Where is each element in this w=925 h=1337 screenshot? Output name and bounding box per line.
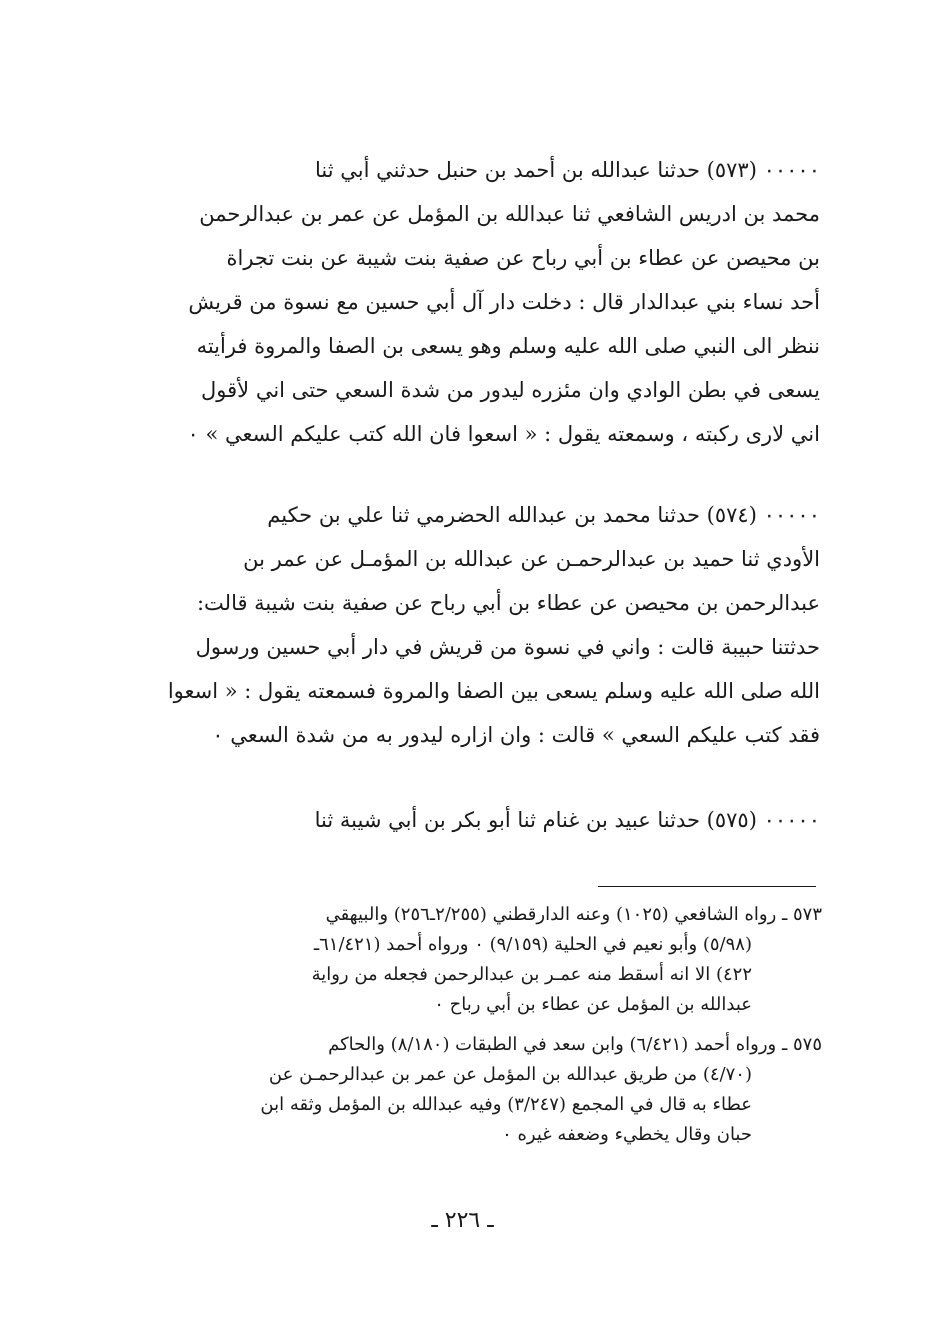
- footnote-line: ٤٢٢) الا انه أسقط منه عمـر بن عبدالرحمن فجعله من رواية: [311, 964, 752, 985]
- footnote-line: (٥/٩٨) وأبو نعيم في الحلية (٩/١٥٩) ٠ ورواه أحمد (٦١/٤٢١ـ: [313, 934, 752, 955]
- hadith-573-paragraph: [110, 148, 820, 456]
- text-line: يسعى في بطن الوادي وان مئزره ليدور من شدة السعي حتى اني لأقول: [201, 378, 820, 402]
- text-line: حدثتنا حبيبة قالت : واني في نسوة من قريش في دار أبي حسين ورسول: [195, 635, 820, 659]
- footnote-line: ٥٧٣ ـ رواه الشافعي (١٠٢٥) وعنه الدارقطني (٢/٢٥٥ـ٢٥٦) والبيهقي: [325, 904, 822, 925]
- text-line: أحد نساء بني عبدالدار قال : دخلت دار آل أبي حسين مع نسوة من قريش: [188, 290, 820, 314]
- text-line: ننظر الى النبي صلى الله عليه وسلم وهو يسعى بن الصفا والمروة فرأيته: [196, 334, 820, 358]
- hadith-574-paragraph: [110, 493, 820, 757]
- text-line: فقد كتب عليكم السعي » قالت : وان ازاره ليدور به من شدة السعي ٠: [212, 723, 820, 747]
- page-number: ـ ٢٢٦ ـ: [431, 1208, 494, 1233]
- hadith-575-paragraph: [110, 798, 820, 842]
- text-line: محمد بن ادريس الشافعي ثنا عبدالله بن المؤمل عن عمر بن عبدالرحمن: [199, 202, 820, 226]
- footnote-575: [110, 1030, 822, 1150]
- text-line: اني لارى ركبته ، وسمعته يقول : « اسعوا فان الله كتب عليكم السعي » ٠: [187, 422, 820, 446]
- text-line: ٠٠٠٠٠ (٥٧٥) حدثنا عبيد بن غنام ثنا أبو بكر بن أبي شيبة ثنا: [314, 808, 820, 832]
- footnote-divider: [598, 886, 816, 887]
- text-line: الأودي ثنا حميد بن عبدالرحمـن عن عبدالله بن المؤمـل عن عمر بن: [243, 547, 820, 571]
- text-line: بن محيصن عن عطاء بن أبي رباح عن صفية بنت شيبة عن بنت تجراة: [226, 246, 820, 270]
- footnote-line: ٥٧٥ ـ ورواه أحمد (٦/٤٢١) وابن سعد في الطبقات (٨/١٨٠) والحاكم: [328, 1034, 822, 1055]
- text-line: ٠٠٠٠٠ (٥٧٤) حدثنا محمد بن عبدالله الحضرمي ثنا علي بن حكيم: [267, 503, 820, 527]
- text-line: الله صلى الله عليه وسلم يسعى بين الصفا والمروة فسمعته يقول : « اسعوا: [167, 679, 820, 703]
- text-line: ٠٠٠٠٠ (٥٧٣) حدثنا عبدالله بن أحمد بن حنبل حدثني أبي ثنا: [315, 158, 820, 182]
- footnote-line: حبان وقال يخطيء وضعفه غيره ٠: [502, 1124, 752, 1145]
- footnote-line: (٤/٧٠) من طريق عبدالله بن المؤمل عن عمر بن عبدالرحمـن عن: [268, 1064, 752, 1085]
- footnote-line: عطاء به قال في المجمع (٣/٢٤٧) وفيه عبدالله بن المؤمل وثقه ابن: [260, 1094, 752, 1115]
- footnote-line: عبدالله بن المؤمل عن عطاء بن أبي رباح ٠: [434, 994, 752, 1015]
- footnote-573: [110, 900, 822, 1020]
- text-line: عبدالرحمن بن محيصن عن عطاء بن أبي رباح عن صفية بنت شيبة قالت:: [196, 591, 820, 615]
